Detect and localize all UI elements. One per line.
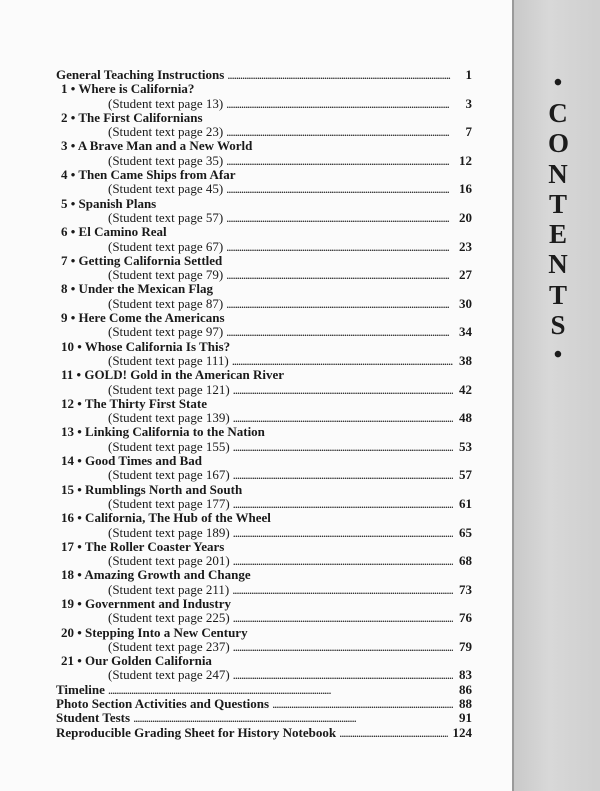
toc-subentry xyxy=(56,497,472,511)
toc-label: (Student text page 57) xyxy=(108,209,224,225)
toc-entry xyxy=(56,683,472,697)
toc-page-number: 76 xyxy=(459,610,472,626)
dot-leader xyxy=(226,154,453,168)
toc-label: (Student text page 23) xyxy=(108,124,224,140)
dot-leader xyxy=(226,268,453,282)
contents-title: CONTENTS xyxy=(548,98,570,341)
toc-page-number: 12 xyxy=(459,152,472,168)
toc-page-number: 3 xyxy=(465,95,472,111)
toc-page-number: 91 xyxy=(459,710,472,726)
contents-sidebar xyxy=(512,0,600,791)
dot-leader xyxy=(233,383,453,397)
dot-leader xyxy=(233,440,453,454)
toc-entry xyxy=(56,711,472,725)
toc-chapter-heading xyxy=(56,111,472,125)
toc-subentry xyxy=(56,268,472,282)
toc-subentry xyxy=(56,554,472,568)
toc-label: 18 • Amazing Growth and Change xyxy=(61,567,251,583)
toc-chapter-heading xyxy=(56,282,472,296)
dot-leader xyxy=(272,697,453,711)
toc-page-number: 27 xyxy=(459,267,472,283)
toc-label: Student Tests xyxy=(56,710,131,726)
toc-label: 2 • The First Californians xyxy=(61,109,203,125)
toc-page-number: 42 xyxy=(459,381,472,397)
toc-chapter-heading xyxy=(56,82,472,96)
contents-heading xyxy=(514,68,600,370)
table-of-contents xyxy=(56,68,472,740)
toc-label: (Student text page 139) xyxy=(108,410,230,426)
toc-page-number: 79 xyxy=(459,638,472,654)
toc-chapter-heading xyxy=(56,340,472,354)
toc-label: Photo Section Activities and Questions xyxy=(56,696,270,712)
toc-subentry xyxy=(56,154,472,168)
dot-leader xyxy=(233,668,453,682)
toc-chapter-heading xyxy=(56,197,472,211)
toc-page-number: 57 xyxy=(459,467,472,483)
dot-leader xyxy=(108,683,453,697)
dot-leader xyxy=(226,125,453,139)
toc-subentry xyxy=(56,583,472,597)
toc-label: 8 • Under the Mexican Flag xyxy=(61,281,213,297)
dot-leader xyxy=(233,554,453,568)
toc-label: (Student text page 45) xyxy=(108,181,224,197)
toc-label: (Student text page 35) xyxy=(108,152,224,168)
toc-label: (Student text page 201) xyxy=(108,553,230,569)
toc-page-number: 65 xyxy=(459,524,472,540)
toc-label: 17 • The Roller Coaster Years xyxy=(61,538,225,554)
toc-chapter-heading xyxy=(56,168,472,182)
toc-subentry xyxy=(56,240,472,254)
dot-leader xyxy=(226,297,453,311)
toc-label: (Student text page 225) xyxy=(108,610,230,626)
dot-leader xyxy=(226,240,453,254)
toc-subentry xyxy=(56,383,472,397)
toc-subentry xyxy=(56,97,472,111)
dot-leader xyxy=(226,211,453,225)
toc-chapter-heading xyxy=(56,254,472,268)
toc-chapter-heading xyxy=(56,397,472,411)
toc-label: (Student text page 13) xyxy=(108,95,224,111)
toc-subentry xyxy=(56,468,472,482)
toc-label: (Student text page 121) xyxy=(108,381,230,397)
dot-leader xyxy=(339,726,447,740)
toc-label: (Student text page 87) xyxy=(108,295,224,311)
toc-page-number: 38 xyxy=(459,352,472,368)
toc-label: 1 • Where is California? xyxy=(61,81,195,97)
toc-label: 15 • Rumblings North and South xyxy=(61,481,243,497)
toc-label: (Student text page 211) xyxy=(108,581,230,597)
toc-label: Timeline xyxy=(56,681,105,697)
toc-label: (Student text page 189) xyxy=(108,524,230,540)
toc-subentry xyxy=(56,526,472,540)
toc-page-number: 124 xyxy=(452,724,472,740)
dot-leader xyxy=(233,611,453,625)
dot-leader xyxy=(232,583,453,597)
toc-page-number: 7 xyxy=(465,124,472,140)
bullet-bottom: • xyxy=(553,342,563,369)
toc-label: 14 • Good Times and Bad xyxy=(61,453,202,469)
toc-label: 12 • The Thirty First State xyxy=(61,395,207,411)
toc-subentry xyxy=(56,611,472,625)
toc-subentry xyxy=(56,411,472,425)
toc-subentry xyxy=(56,211,472,225)
toc-subentry xyxy=(56,297,472,311)
toc-page-number: 20 xyxy=(459,209,472,225)
toc-chapter-heading xyxy=(56,654,472,668)
toc-subentry xyxy=(56,125,472,139)
toc-chapter-heading xyxy=(56,597,472,611)
dot-leader xyxy=(233,526,453,540)
toc-label: (Student text page 111) xyxy=(108,352,229,368)
toc-chapter-heading xyxy=(56,139,472,153)
toc-subentry xyxy=(56,668,472,682)
dot-leader xyxy=(226,182,453,196)
toc-chapter-heading xyxy=(56,626,472,640)
toc-label: 6 • El Camino Real xyxy=(61,224,167,240)
toc-entry xyxy=(56,726,472,740)
toc-page-number: 34 xyxy=(459,324,472,340)
toc-chapter-heading xyxy=(56,368,472,382)
toc-chapter-heading xyxy=(56,511,472,525)
toc-label: (Student text page 247) xyxy=(108,667,230,683)
toc-subentry xyxy=(56,325,472,339)
toc-chapter-heading xyxy=(56,225,472,239)
toc-entry xyxy=(56,68,472,82)
toc-page-number: 23 xyxy=(459,238,472,254)
toc-label: (Student text page 67) xyxy=(108,238,224,254)
toc-label: 13 • Linking California to the Nation xyxy=(61,424,265,440)
toc-label: 4 • Then Came Ships from Afar xyxy=(61,167,236,183)
dot-leader xyxy=(233,411,453,425)
toc-chapter-heading xyxy=(56,425,472,439)
toc-label: 9 • Here Come the Americans xyxy=(61,310,225,326)
toc-entry xyxy=(56,697,472,711)
toc-page-number: 16 xyxy=(459,181,472,197)
toc-chapter-heading xyxy=(56,311,472,325)
toc-label: (Student text page 167) xyxy=(108,467,230,483)
toc-label: 7 • Getting California Settled xyxy=(61,252,223,268)
toc-chapter-heading xyxy=(56,540,472,554)
toc-label: Reproducible Grading Sheet for History Notebook xyxy=(56,724,337,740)
toc-subentry xyxy=(56,354,472,368)
toc-page-number: 61 xyxy=(459,495,472,511)
toc-label: (Student text page 79) xyxy=(108,267,224,283)
toc-label: 21 • Our Golden California xyxy=(61,653,212,669)
toc-chapter-heading xyxy=(56,454,472,468)
toc-subentry xyxy=(56,440,472,454)
toc-chapter-heading xyxy=(56,568,472,582)
dot-leader xyxy=(232,354,453,368)
toc-label: (Student text page 155) xyxy=(108,438,230,454)
toc-label: General Teaching Instructions xyxy=(56,67,225,82)
dot-leader xyxy=(233,640,453,654)
toc-label: 10 • Whose California Is This? xyxy=(61,338,231,354)
toc-subentry xyxy=(56,182,472,196)
dot-leader xyxy=(233,468,453,482)
dot-leader xyxy=(227,68,453,82)
toc-page-number: 1 xyxy=(465,67,472,82)
toc-page-number: 48 xyxy=(459,410,472,426)
bullet-top: • xyxy=(553,70,563,96)
dot-leader xyxy=(233,497,453,511)
toc-page-number: 68 xyxy=(459,553,472,569)
toc-page-number: 88 xyxy=(459,696,472,712)
toc-page-number: 73 xyxy=(459,581,472,597)
dot-leader xyxy=(133,711,453,725)
toc-label: (Student text page 237) xyxy=(108,638,230,654)
dot-leader xyxy=(226,325,453,339)
toc-label: 3 • A Brave Man and a New World xyxy=(61,138,253,154)
toc-label: 16 • California, The Hub of the Wheel xyxy=(61,510,271,526)
toc-page-number: 86 xyxy=(459,681,472,697)
toc-label: (Student text page 97) xyxy=(108,324,224,340)
toc-label: 19 • Government and Industry xyxy=(61,595,231,611)
dot-leader xyxy=(226,97,453,111)
toc-chapter-heading xyxy=(56,483,472,497)
toc-page-number: 30 xyxy=(459,295,472,311)
toc-label: 5 • Spanish Plans xyxy=(61,195,157,211)
toc-subentry xyxy=(56,640,472,654)
toc-label: (Student text page 177) xyxy=(108,495,230,511)
toc-label: 20 • Stepping Into a New Century xyxy=(61,624,248,640)
toc-page-number: 83 xyxy=(459,667,472,683)
toc-page-number: 53 xyxy=(459,438,472,454)
toc-label: 11 • GOLD! Gold in the American River xyxy=(61,367,285,383)
